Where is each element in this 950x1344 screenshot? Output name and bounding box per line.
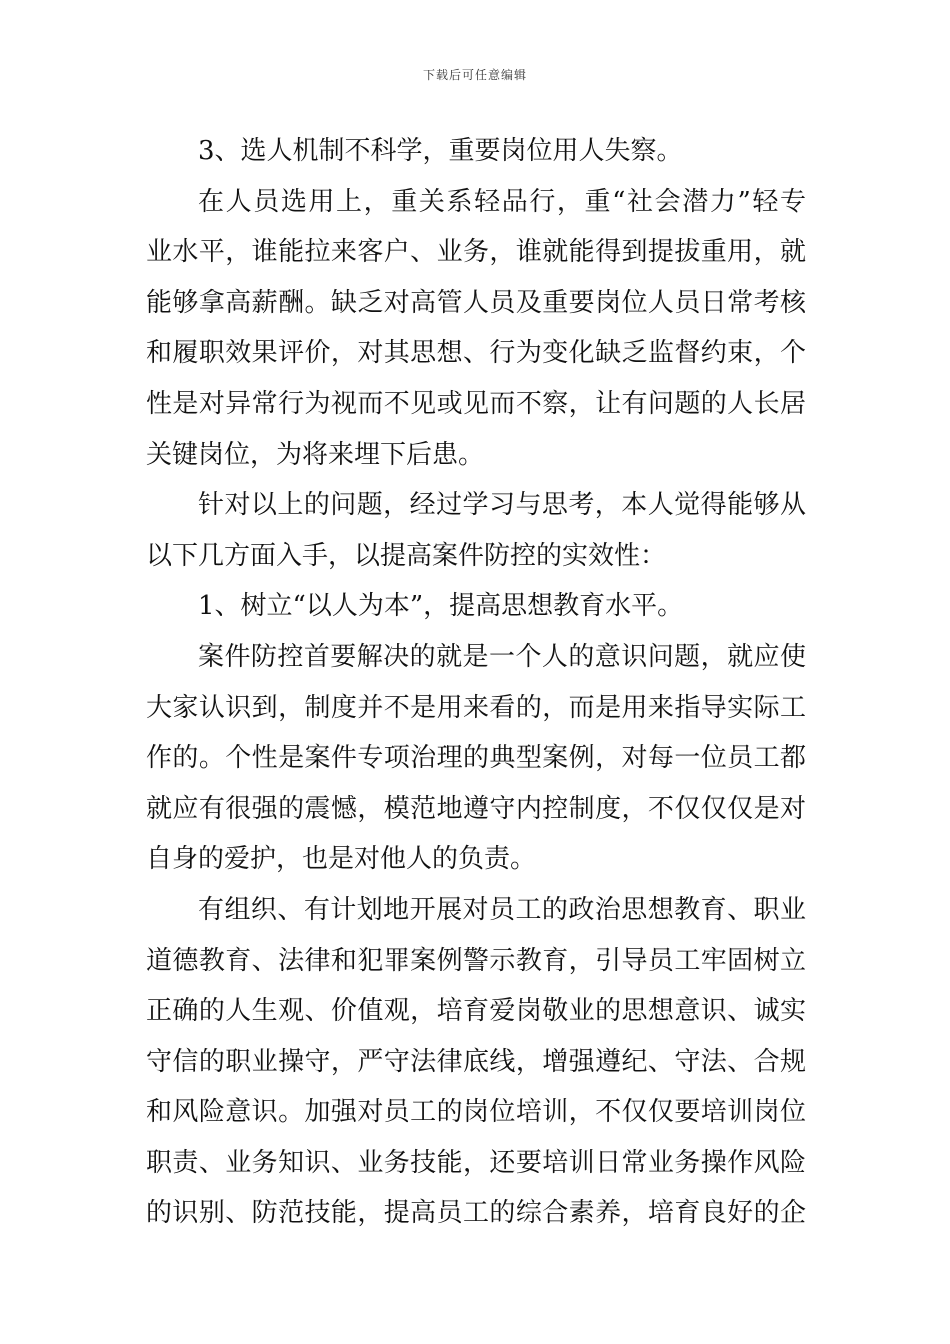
text-line: 正确的人生观、价值观，培育爱岗敬业的思想意识、诚实	[146, 996, 806, 1027]
text-line: 3、选人机制不科学，重要岗位用人失察。	[198, 136, 683, 166]
text-line: 案件防控首要解决的就是一个人的意识问题，就应使	[198, 641, 806, 672]
text-line: 守信的职业操守，严守法律底线，增强遵纪、守法、合规	[146, 1046, 806, 1077]
text-line: 针对以上的问题，经过学习与思考，本人觉得能够从	[198, 490, 806, 521]
text-line: 和风险意识。加强对员工的岗位培训，不仅仅要培训岗位	[146, 1097, 806, 1128]
text-line: 有组织、有计划地开展对员工的政治思想教育、职业	[198, 894, 806, 925]
header-note: 下载后可任意编辑	[422, 68, 527, 82]
text-line: 道德教育、法律和犯罪案例警示教育，引导员工牢固树立	[146, 945, 806, 976]
text-line: 作的。个性是案件专项治理的典型案例，对每一位员工都	[146, 743, 806, 774]
text-line: 在人员选用上，重关系轻品行，重“社会潜力”轻专	[198, 186, 806, 217]
text-line: 就应有很强的震憾，模范地遵守内控制度，不仅仅仅是对	[146, 793, 806, 824]
text-line: 性是对异常行为视而不见或见而不察，让有问题的人长居	[146, 388, 806, 419]
text-line: 关键岗位，为将来埋下后患。	[146, 439, 485, 470]
text-line: 的识别、防范技能，提高员工的综合素养，培育良好的企	[146, 1198, 806, 1229]
body-text	[146, 126, 806, 1239]
text-line: 大家认识到，制度并不是用来看的，而是用来指导实际工	[146, 692, 806, 723]
text-line: 能够拿高薪酬。缺乏对高管人员及重要岗位人员日常考核	[146, 287, 806, 318]
text-line: 1、树立“以人为本”，提高思想教育水平。	[198, 591, 684, 622]
text-line: 业水平，谁能拉来客户、业务，谁就能得到提拔重用，就	[146, 237, 806, 268]
text-line: 以下几方面入手，以提高案件防控的实效性：	[146, 540, 667, 571]
text-line: 职责、业务知识、业务技能，还要培训日常业务操作风险	[146, 1147, 806, 1178]
text-line: 和履职效果评价，对其思想、行为变化缺乏监督约束，个	[146, 338, 806, 369]
text-line: 自身的爱护，也是对他人的负责。	[146, 844, 537, 875]
